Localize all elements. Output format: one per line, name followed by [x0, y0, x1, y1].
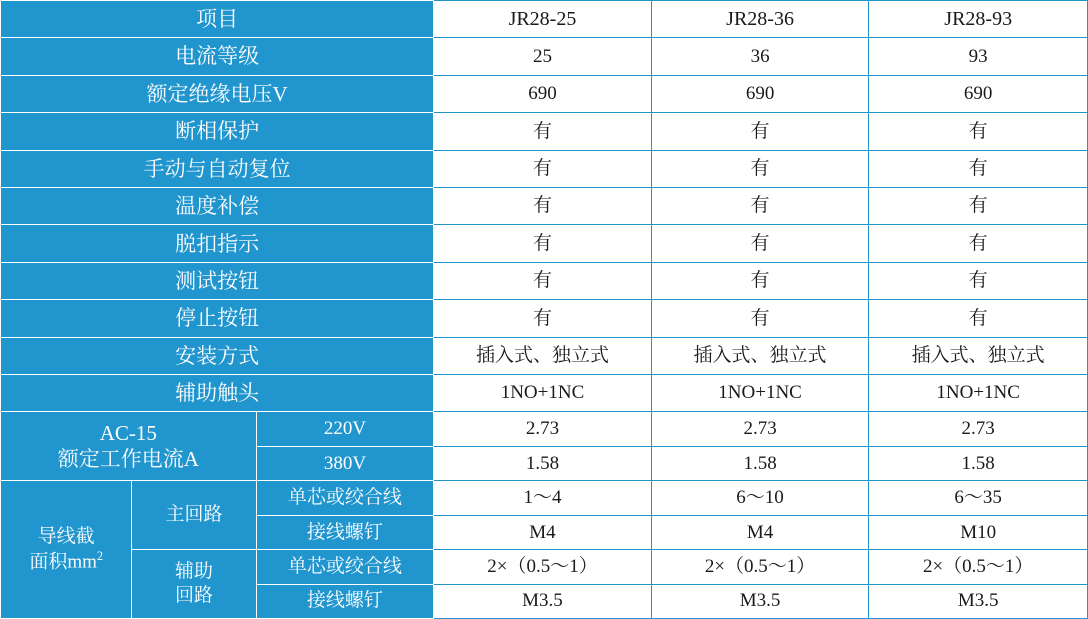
row-label: 温度补偿 — [1, 188, 434, 225]
subrow-label-single-core: 单芯或绞合线 — [256, 481, 433, 515]
row-value: 有 — [651, 188, 869, 225]
row-value: 2×（0.5～1） — [434, 550, 652, 584]
table-row — [1, 150, 1088, 187]
row-value: 2.73 — [651, 412, 869, 446]
group-label-wire-line1: 导线截 — [37, 526, 95, 548]
column-header-jr28-25: JR28-25 — [434, 1, 652, 38]
row-value: 2.73 — [434, 412, 652, 446]
table-row-aux-core — [1, 550, 1088, 584]
row-value: 有 — [869, 225, 1088, 262]
table-row — [1, 113, 1088, 150]
row-value: 有 — [434, 113, 652, 150]
subrow-label-380v: 380V — [256, 446, 433, 480]
row-value: 插入式、独立式 — [651, 337, 869, 374]
row-value: 插入式、独立式 — [434, 337, 652, 374]
subrow-label-screw: 接线螺钉 — [256, 515, 433, 549]
row-value: 有 — [651, 113, 869, 150]
column-header-jr28-93: JR28-93 — [869, 1, 1088, 38]
row-value: 有 — [434, 188, 652, 225]
table-row — [1, 75, 1088, 112]
row-label: 安装方式 — [1, 337, 434, 374]
table-row — [1, 300, 1088, 337]
subgroup-label-aux-circuit — [132, 550, 256, 619]
row-value: 36 — [651, 38, 869, 75]
row-value: 93 — [869, 38, 1088, 75]
row-label: 辅助触头 — [1, 375, 434, 412]
group-label-ac15-line2: 额定工作电流A — [57, 447, 199, 472]
table-row — [1, 225, 1088, 262]
subrow-label-single-core: 单芯或绞合线 — [256, 550, 433, 584]
row-value: M3.5 — [651, 584, 869, 619]
row-value: 插入式、独立式 — [869, 337, 1088, 374]
row-value: 有 — [434, 150, 652, 187]
table-row — [1, 188, 1088, 225]
subgroup-label-aux-line2: 回路 — [175, 585, 214, 607]
row-value: 有 — [651, 225, 869, 262]
column-header-item: 项目 — [1, 1, 434, 38]
subrow-label-220v: 220V — [256, 412, 433, 446]
row-value: 6～35 — [869, 481, 1088, 515]
subrow-label-screw: 接线螺钉 — [256, 584, 433, 619]
row-value: 1NO+1NC — [651, 375, 869, 412]
row-value: 有 — [651, 262, 869, 299]
row-value: 1.58 — [434, 446, 652, 480]
row-value: M4 — [651, 515, 869, 549]
row-value: 有 — [434, 225, 652, 262]
row-value: 有 — [869, 300, 1088, 337]
row-value: 有 — [434, 300, 652, 337]
row-value: 有 — [869, 188, 1088, 225]
group-label-ac15-line1: AC-15 — [99, 421, 157, 446]
row-label: 手动与自动复位 — [1, 150, 434, 187]
row-value: M4 — [434, 515, 652, 549]
row-value: 690 — [869, 75, 1088, 112]
table-row-main-core — [1, 481, 1088, 515]
group-label-wire-sup: 2 — [96, 548, 104, 563]
row-value: M3.5 — [869, 584, 1088, 619]
row-label: 断相保护 — [1, 113, 434, 150]
row-value: 1NO+1NC — [869, 375, 1088, 412]
row-value: 1.58 — [651, 446, 869, 480]
row-value: 1.58 — [869, 446, 1088, 480]
row-label: 脱扣指示 — [1, 225, 434, 262]
row-label: 测试按钮 — [1, 262, 434, 299]
row-value: 有 — [651, 300, 869, 337]
row-value: 25 — [434, 38, 652, 75]
table-row — [1, 375, 1088, 412]
row-label: 电流等级 — [1, 38, 434, 75]
row-value: 有 — [651, 150, 869, 187]
subgroup-label-aux-line1: 辅助 — [175, 561, 214, 583]
column-header-jr28-36: JR28-36 — [651, 1, 869, 38]
row-value: 1～4 — [434, 481, 652, 515]
table-header-row — [1, 1, 1088, 38]
table-row — [1, 38, 1088, 75]
row-label: 停止按钮 — [1, 300, 434, 337]
row-value: 2×（0.5～1） — [651, 550, 869, 584]
subgroup-label-main-circuit: 主回路 — [132, 481, 256, 550]
row-value: 6～10 — [651, 481, 869, 515]
row-value: 1NO+1NC — [434, 375, 652, 412]
group-label-wire-section — [1, 481, 132, 619]
row-value: 有 — [434, 262, 652, 299]
row-value: M3.5 — [434, 584, 652, 619]
group-label-ac15 — [1, 412, 257, 481]
table-row — [1, 262, 1088, 299]
row-value: 2×（0.5～1） — [869, 550, 1088, 584]
row-value: 690 — [651, 75, 869, 112]
row-value: 有 — [869, 150, 1088, 187]
row-label: 额定绝缘电压V — [1, 75, 434, 112]
table-row-ac15-220v — [1, 412, 1088, 446]
row-value: 有 — [869, 262, 1088, 299]
row-value: 690 — [434, 75, 652, 112]
row-value: 有 — [869, 113, 1088, 150]
row-value: M10 — [869, 515, 1088, 549]
table-row — [1, 337, 1088, 374]
row-value: 2.73 — [869, 412, 1088, 446]
group-label-wire-line2: 面积$mm^2$ — [29, 548, 104, 573]
